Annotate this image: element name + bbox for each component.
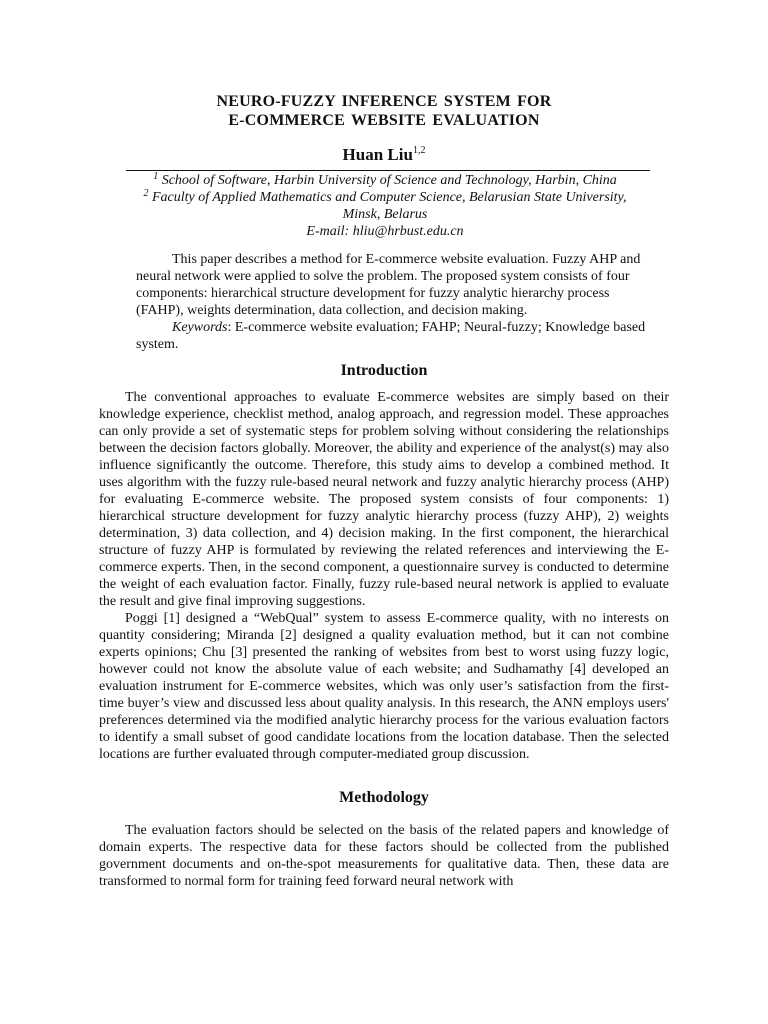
- introduction-paragraph-2: Poggi [1] designed a “WebQual” system to assess E-commerce quality, with no interests on quantity considering; Miranda [2] designed a quality evaluation method, but it can not combine experts opinions; Chu [3] presented the ranking of websites from best to worst using fuzzy logic, however could not know the absolute value of each website; and Sudhamathy [4] developed an evaluation instrument for E-commerce websites, which was only user’s satisfaction from the first-time buyer’s view and discussed less about quality analysis. In this research, the ANN employs users' preferences determined via the modified analytic hierarchy process for the various evaluation factors to identify a small subset of good candidate locations from the location database. Then the selected locations are further evaluated through computer-mediated group discussion.: [99, 611, 669, 762]
- affiliation-2: [100, 189, 670, 206]
- keywords-text: : E-commerce website evaluation; FAHP; Neural-fuzzy; Knowledge based system.: [136, 320, 646, 352]
- author-name: Huan Liu: [342, 145, 413, 164]
- methodology-body: [99, 822, 669, 890]
- affiliation-2-mark: 2: [143, 188, 149, 199]
- author-affiliation-marks: 1,2: [412, 145, 426, 156]
- affiliation-1: [100, 172, 670, 189]
- introduction-paragraph-1: The conventional approaches to evaluate E-commerce websites are simply based on their knowledge experience, checklist method, analog approach, and regression model. These approaches can only provide a set of systematic steps for problem solving without considering the relationships between the decision factors globally. Moreover, the ability and experience of the analyst(s) may also influence significantly the outcome. Therefore, this study aims to develop a combined method. It uses algorithm with the fuzzy rule-based neural network and fuzzy analytic hierarchy process (AHP) for evaluating E-commerce website. The proposed system consists of four components: 1) hierarchical structure development for fuzzy analytic hierarchy process (fuzzy AHP), 2) weights determination, 3) data collection, and 4) decision making. In the first component, the hierarchical structure of fuzzy AHP is formulated by reviewing the related references and interviewing the E-commerce experts. Then, in the second component, a questionnaire survey is conducted to determine the weight of each evaluation factor. Finally, fuzzy rule-based neural network is applied to evaluate the result and give final improving suggestions.: [99, 390, 669, 609]
- introduction-heading: Introduction: [340, 362, 428, 379]
- abstract: [136, 251, 658, 353]
- methodology-heading: Methodology: [339, 789, 429, 806]
- paper-title-line-1: NEURO-FUZZY INFERENCE SYSTEM FOR: [216, 93, 552, 110]
- affiliation-1-mark: 1: [153, 171, 159, 182]
- author-line: [0, 145, 768, 165]
- abstract-text: This paper describes a method for E-commerce website evaluation. Fuzzy AHP and neural network were applied to solve the problem. The proposed system consists of four components: hierarchical structure development for fuzzy analytic hierarchy process (FAHP), weights determination, data collection, and decision making.: [136, 252, 641, 318]
- introduction-body: [99, 389, 669, 763]
- keywords-label: Keywords: [172, 320, 228, 335]
- affiliation-2-text: Faculty of Applied Mathematics and Computer Science, Belarusian State University,: [148, 190, 627, 205]
- paper-title: [0, 92, 768, 130]
- affiliations: [100, 172, 670, 240]
- author-email: E-mail: hliu@hrbust.edu.cn: [306, 224, 464, 239]
- methodology-paragraph-1: The evaluation factors should be selected on the basis of the related papers and knowledge of domain experts. The respective data for these factors should be collected from the published government documents and on-the-spot measurements for qualitative data. Then, these data are transformed to normal form for training feed forward neural network with: [99, 823, 669, 889]
- author-rule: [126, 170, 650, 171]
- paper-title-line-2: E-COMMERCE WEBSITE EVALUATION: [228, 112, 540, 129]
- affiliation-2-city: Minsk, Belarus: [342, 207, 428, 222]
- keywords: [136, 319, 658, 353]
- affiliation-1-text: School of Software, Harbin University of Science and Technology, Harbin, China: [158, 173, 617, 188]
